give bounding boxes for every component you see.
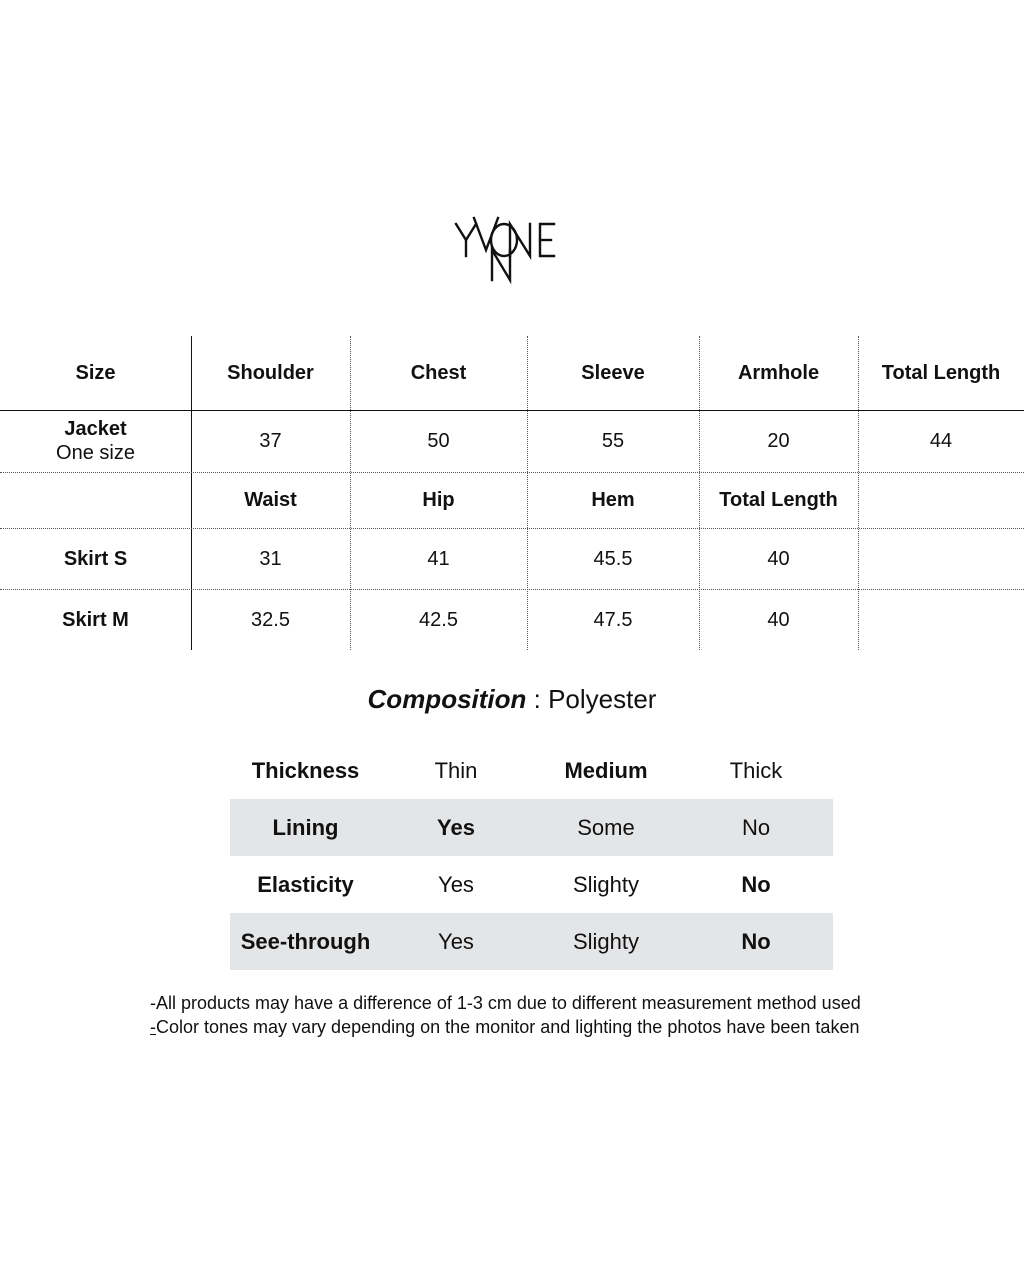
jacket-name: Jacket	[64, 418, 127, 440]
property-option: Yes	[438, 871, 474, 897]
jacket-armhole: 20	[767, 430, 790, 452]
composition-separator: :	[526, 684, 549, 714]
property-option-selected: No	[741, 928, 771, 954]
property-option: Some	[577, 814, 635, 840]
skirt-m-waist: 32.5	[251, 608, 290, 631]
property-name: Thickness	[251, 757, 360, 783]
skirt-m-hip: 42.5	[419, 608, 458, 631]
skirt-s-waist: 31	[259, 547, 282, 570]
skirt-s-hip: 41	[427, 547, 450, 570]
property-name: Lining	[272, 814, 339, 840]
property-option: No	[741, 814, 771, 840]
size-table	[0, 336, 1024, 650]
header-hem: Hem	[591, 489, 635, 511]
note-color-dash: -	[150, 1017, 156, 1037]
header-shoulder: Shoulder	[227, 362, 314, 384]
composition-label: Composition	[367, 684, 527, 714]
property-option: Slighty	[572, 871, 640, 897]
header-total-length: Total Length	[881, 362, 1001, 384]
property-option-selected: No	[741, 871, 771, 897]
note-color	[150, 1015, 930, 1039]
property-option: Thin	[434, 757, 478, 783]
skirt-s-hem: 45.5	[593, 547, 633, 570]
property-option-selected: Medium	[564, 757, 648, 783]
jacket-label	[0, 410, 191, 472]
skirt-m-hem: 47.5	[593, 608, 633, 631]
property-option: Slighty	[572, 928, 640, 954]
note-color-text: Color tones may vary depending on the monitor and lighting the photos have been taken	[156, 1017, 860, 1037]
header-chest: Chest	[410, 362, 467, 384]
property-row-thickness	[230, 742, 833, 799]
property-row-elasticity	[230, 856, 833, 913]
property-option: Yes	[438, 928, 474, 954]
fabric-properties-table	[230, 742, 833, 970]
jacket-total-length: 44	[929, 430, 953, 452]
jacket-shoulder: 37	[259, 430, 282, 452]
header-hip: Hip	[422, 489, 455, 511]
skirt-m-label: Skirt M	[62, 608, 129, 631]
property-name: See-through	[240, 928, 371, 954]
skirt-m-total-length: 40	[767, 608, 790, 631]
property-row-lining	[230, 799, 833, 856]
skirt-s-total-length: 40	[767, 547, 790, 570]
header-armhole: Armhole	[737, 362, 820, 384]
property-name: Elasticity	[257, 871, 354, 897]
disclaimer-notes	[150, 991, 930, 1039]
skirt-s-label: Skirt S	[63, 547, 128, 570]
composition-line	[0, 682, 1024, 716]
header-sleeve: Sleeve	[581, 362, 645, 384]
header-waist: Waist	[244, 489, 297, 511]
property-row-see-through	[230, 913, 833, 970]
jacket-chest: 50	[427, 430, 450, 452]
property-option: Thick	[729, 757, 783, 783]
header-skirt-total-length: Total Length	[719, 489, 838, 511]
property-option-selected: Yes	[437, 814, 475, 840]
header-size: Size	[75, 362, 116, 384]
composition-value: Polyester	[548, 684, 657, 714]
note-measurement: -All products may have a difference of 1-3 cm due to different measurement method used	[150, 993, 861, 1013]
brand-logo	[452, 210, 562, 286]
jacket-size-note: One size	[56, 442, 135, 464]
jacket-sleeve: 55	[601, 430, 625, 452]
